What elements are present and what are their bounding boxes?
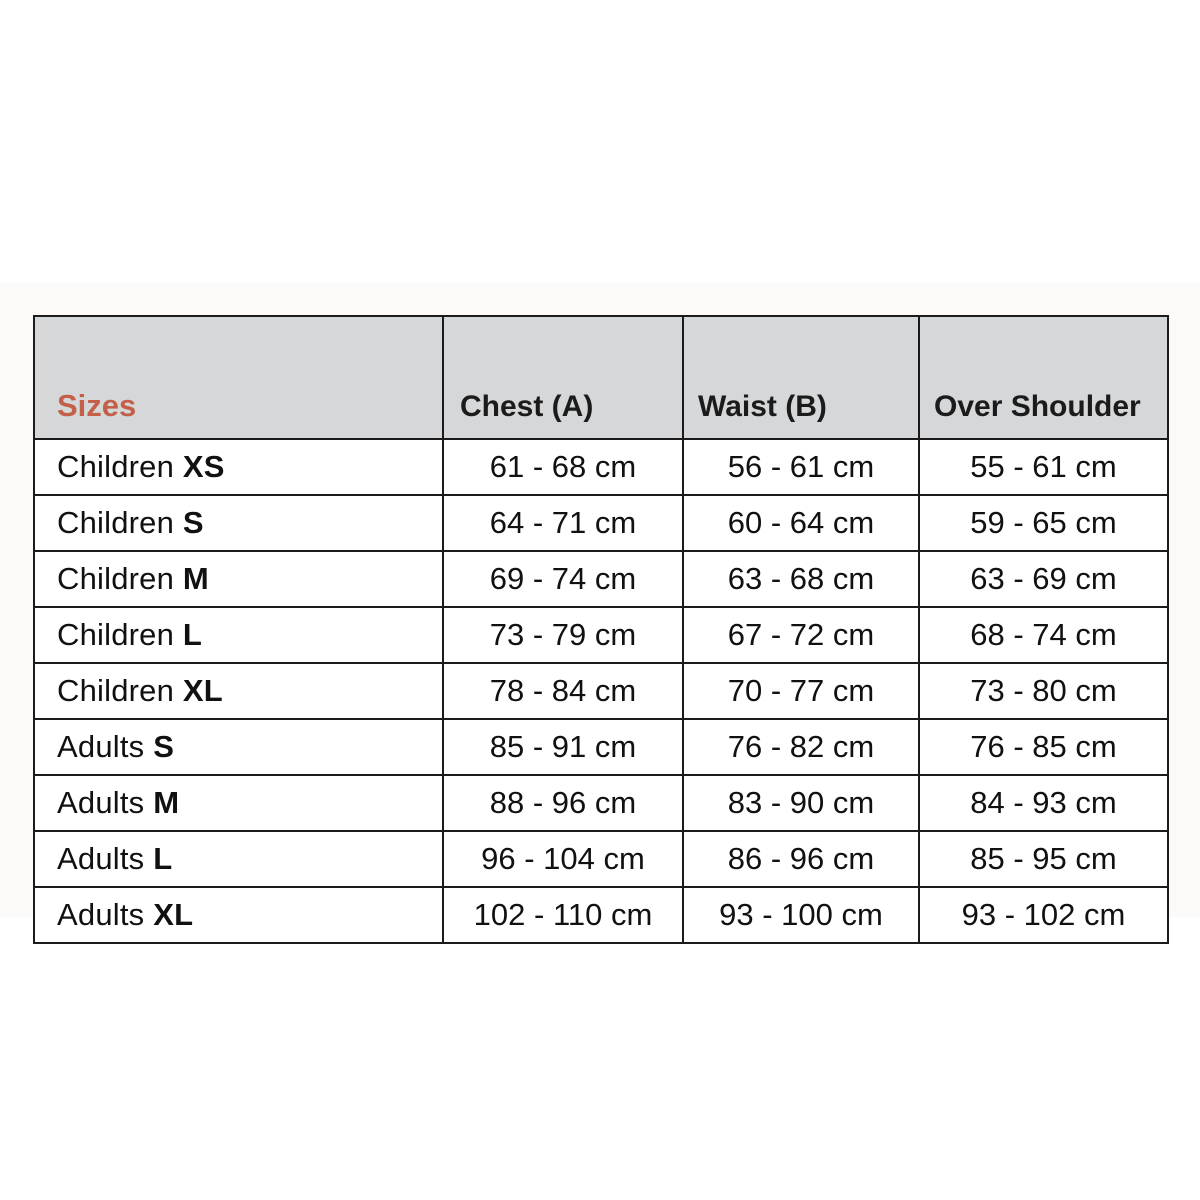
cell-size-label xyxy=(34,439,443,495)
cell-over-shoulder: 85 - 95 cm xyxy=(919,831,1168,887)
cell-chest: 96 - 104 cm xyxy=(443,831,683,887)
size-code: M xyxy=(153,785,180,820)
table-row xyxy=(34,439,1168,495)
cell-waist: 93 - 100 cm xyxy=(683,887,919,943)
size-code: XL xyxy=(153,897,194,932)
cell-over-shoulder: 73 - 80 cm xyxy=(919,663,1168,719)
size-code: L xyxy=(182,617,203,652)
size-group: Children xyxy=(57,561,175,596)
cell-chest: 85 - 91 cm xyxy=(443,719,683,775)
size-group: Children xyxy=(57,449,175,484)
column-header-sizes: Sizes xyxy=(34,316,443,439)
cell-size-label xyxy=(34,719,443,775)
table-header-row xyxy=(34,316,1168,439)
size-code: S xyxy=(182,505,204,540)
cell-over-shoulder: 55 - 61 cm xyxy=(919,439,1168,495)
cell-size-label xyxy=(34,495,443,551)
size-code: L xyxy=(153,841,173,876)
cell-over-shoulder: 59 - 65 cm xyxy=(919,495,1168,551)
cell-chest: 73 - 79 cm xyxy=(443,607,683,663)
size-chart-table-wrapper xyxy=(33,315,1167,944)
size-code: XL xyxy=(182,673,223,708)
size-group: Children xyxy=(57,505,175,540)
cell-chest: 88 - 96 cm xyxy=(443,775,683,831)
cell-over-shoulder: 84 - 93 cm xyxy=(919,775,1168,831)
cell-over-shoulder: 93 - 102 cm xyxy=(919,887,1168,943)
table-row xyxy=(34,663,1168,719)
cell-waist: 67 - 72 cm xyxy=(683,607,919,663)
cell-waist: 76 - 82 cm xyxy=(683,719,919,775)
size-code: M xyxy=(182,561,209,596)
cell-size-label xyxy=(34,551,443,607)
cell-size-label xyxy=(34,663,443,719)
size-group: Adults xyxy=(57,897,145,932)
cell-waist: 70 - 77 cm xyxy=(683,663,919,719)
cell-over-shoulder: 68 - 74 cm xyxy=(919,607,1168,663)
table-row xyxy=(34,887,1168,943)
table-body xyxy=(34,439,1168,943)
size-code: S xyxy=(153,729,175,764)
cell-size-label xyxy=(34,607,443,663)
cell-chest: 69 - 74 cm xyxy=(443,551,683,607)
column-header-over-shoulder: Over Shoulder xyxy=(919,316,1168,439)
table-row xyxy=(34,607,1168,663)
table-header xyxy=(34,316,1168,439)
table-row xyxy=(34,495,1168,551)
table-row xyxy=(34,831,1168,887)
cell-over-shoulder: 76 - 85 cm xyxy=(919,719,1168,775)
cell-waist: 86 - 96 cm xyxy=(683,831,919,887)
cell-size-label xyxy=(34,887,443,943)
size-chart-table xyxy=(33,315,1169,944)
column-header-waist: Waist (B) xyxy=(683,316,919,439)
cell-over-shoulder: 63 - 69 cm xyxy=(919,551,1168,607)
size-group: Children xyxy=(57,673,175,708)
cell-waist: 83 - 90 cm xyxy=(683,775,919,831)
column-header-chest: Chest (A) xyxy=(443,316,683,439)
size-group: Children xyxy=(57,617,175,652)
table-row xyxy=(34,551,1168,607)
cell-size-label xyxy=(34,775,443,831)
size-group: Adults xyxy=(57,785,145,820)
cell-waist: 63 - 68 cm xyxy=(683,551,919,607)
cell-waist: 60 - 64 cm xyxy=(683,495,919,551)
size-group: Adults xyxy=(57,729,145,764)
size-code: XS xyxy=(182,449,225,484)
cell-size-label xyxy=(34,831,443,887)
cell-chest: 78 - 84 cm xyxy=(443,663,683,719)
table-row xyxy=(34,719,1168,775)
cell-chest: 61 - 68 cm xyxy=(443,439,683,495)
cell-chest: 64 - 71 cm xyxy=(443,495,683,551)
table-row xyxy=(34,775,1168,831)
size-group: Adults xyxy=(57,841,145,876)
cell-chest: 102 - 110 cm xyxy=(443,887,683,943)
cell-waist: 56 - 61 cm xyxy=(683,439,919,495)
